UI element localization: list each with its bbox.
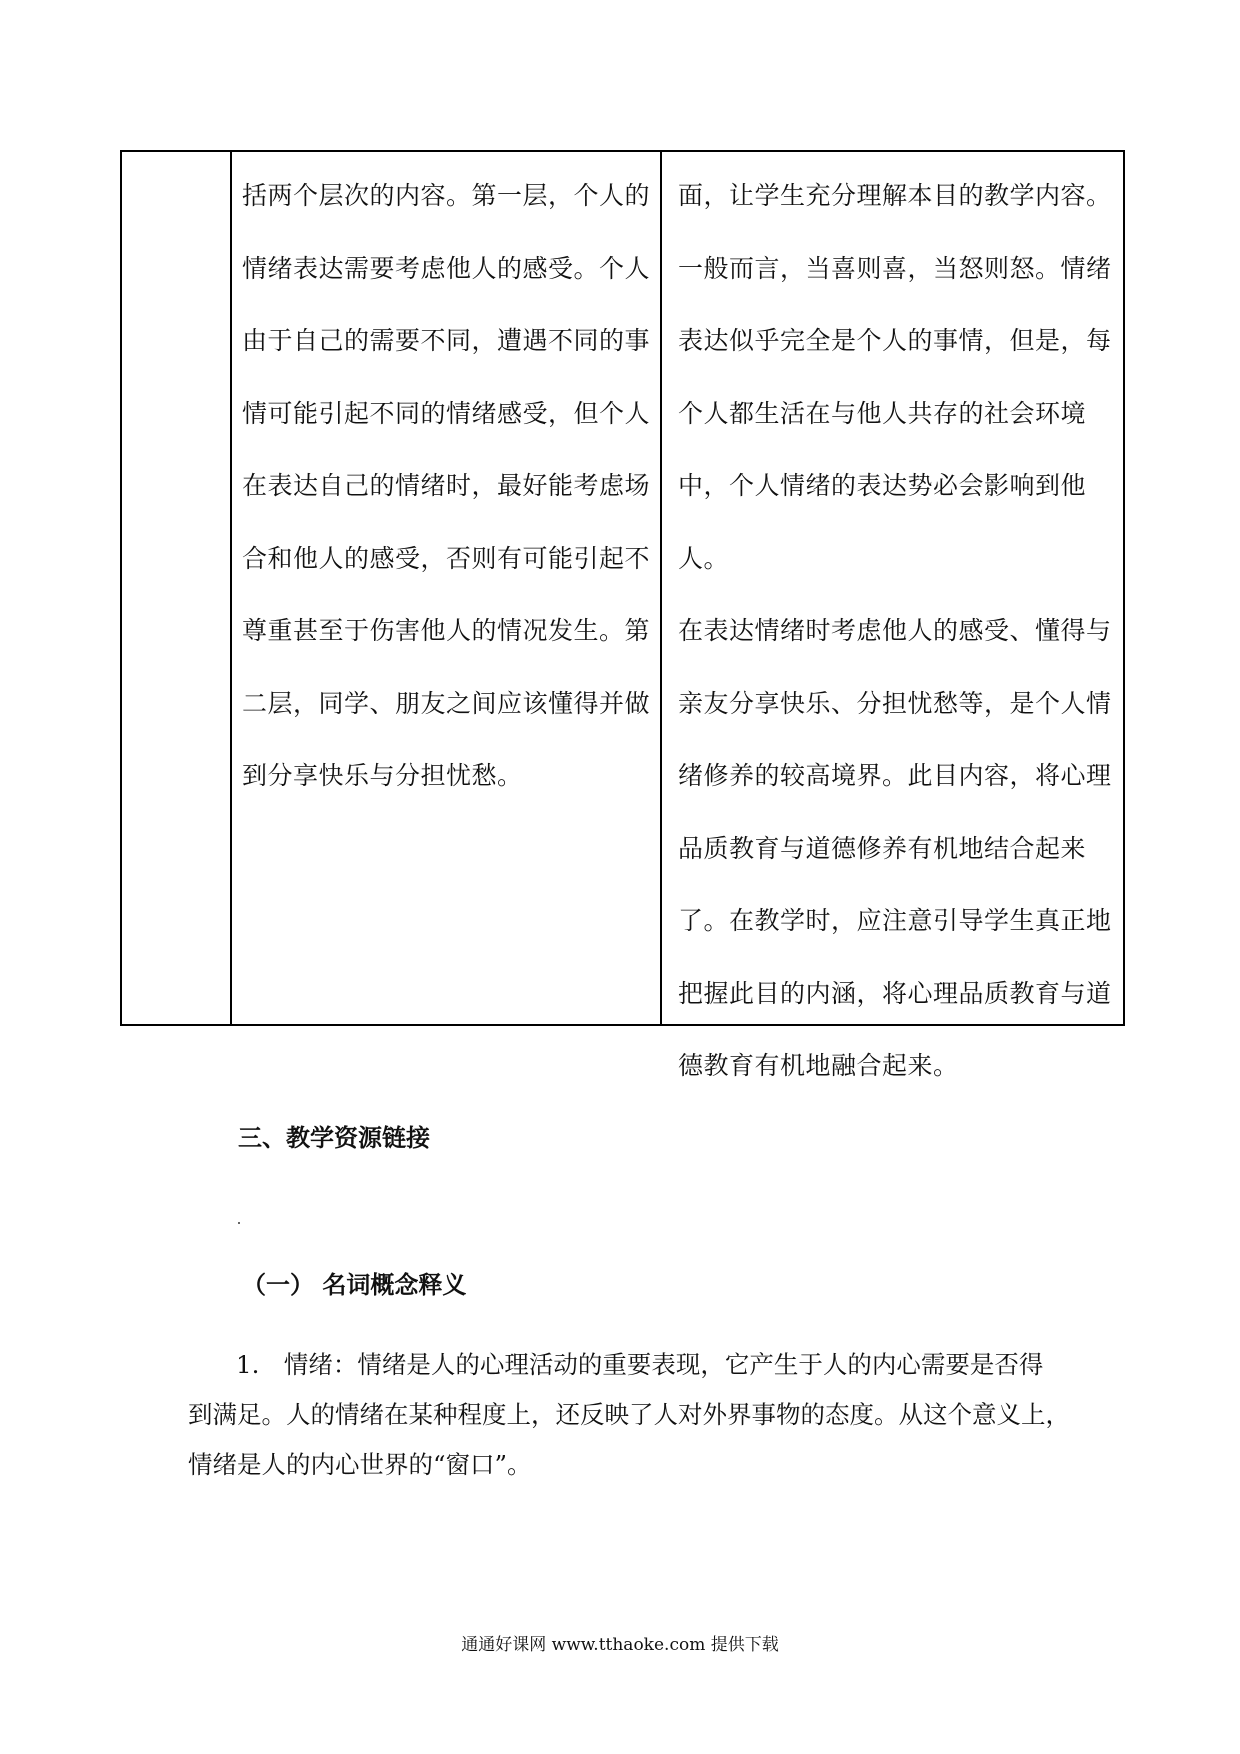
section-heading: 三、教学资源链接: [238, 1123, 430, 1152]
table-divider-left: [230, 152, 232, 1024]
stray-mark: [238, 1222, 240, 1224]
table-cell-content: 括两个层次的内容。第一层，个人的 情绪表达需要考虑他人的感受。个人 由于自己的需要不同，遭遇不同的事 情可能引起不同的情绪感受，但个人 在表达自己的情绪时，最好能考虑场 合和他人的感受，否则有可能引起不 尊重甚至于伤害他人的情况发生。第 二层，同学、朋友之间应该懂得并做 到分享快乐与分担忧愁。: [242, 181, 651, 790]
content-table: [120, 150, 1125, 1080]
table-cell-notes: 面，让学生充分理解本目的教学内容。 一般而言，当喜则喜，当怒则怒。情绪 表达似乎完全是个人的事情，但是，每 个人都生活在与他人共存的社会环境 中，个人情绪的表达势必会影响到他人。 在表达情绪时考虑他人的感受、懂得与 亲友分享快乐、分担忧愁等，是个人情 绪修养的较高境界。此目内容，将心理 品质教育与道德修养有机地结合起来 了。在教学时，应注意引导学生真正地 把握此目的内涵，将心理品质教育与道 德教育有机地融合起来。: [678, 181, 1112, 1080]
page-footer: 通通好课网 www.tthaoke.com 提供下载: [461, 1635, 779, 1655]
subsection-heading: （一） 名词概念释义: [242, 1270, 467, 1299]
definition-paragraph: 1. 情绪：情绪是人的心理活动的重要表现，它产生于人的内心需要是否得 到满足。人的情绪在某种程度上，还反映了人对外界事物的态度。从这个意义上， 情绪是人的内心世界的“窗口”。: [188, 1350, 1070, 1479]
